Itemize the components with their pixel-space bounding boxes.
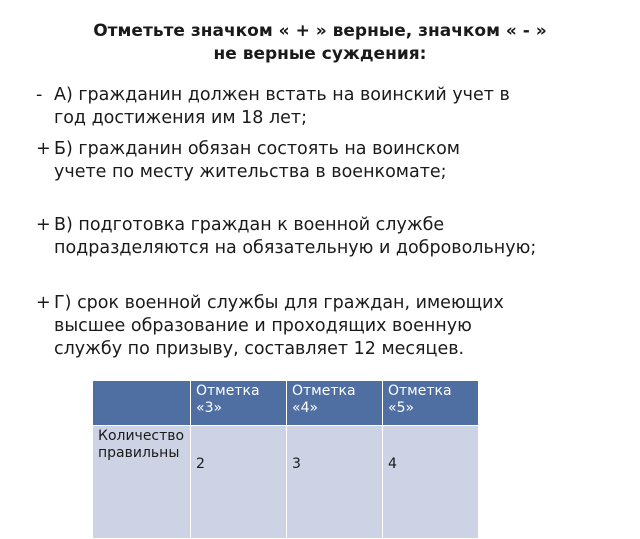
statement-b xyxy=(36,138,634,184)
table-row-label: Количество правильны xyxy=(93,426,191,539)
statement-d xyxy=(36,292,634,361)
statement-mark: + xyxy=(36,215,51,235)
statement-text: учете по месту жительства в военкомате; xyxy=(54,162,447,182)
table-cell: 3 xyxy=(287,426,383,539)
statement-text: А) гражданин должен встать на воинский учет в xyxy=(54,85,510,105)
table-cell: 4 xyxy=(383,426,479,539)
statement-text: подразделяются на обязательную и добровольную; xyxy=(54,238,537,258)
table-cell: 2 xyxy=(191,426,287,539)
statement-line xyxy=(36,214,634,237)
statement-text: Б) гражданин обязан состоять на воинском xyxy=(54,139,461,159)
statement-text: высшее образование и проходящих военную xyxy=(54,316,472,336)
statement-a xyxy=(36,84,634,130)
statement-line xyxy=(36,138,634,161)
table-row xyxy=(93,426,479,539)
statement-mark: - xyxy=(36,85,43,105)
title-line-1: Отметьте значком « + » верные, значком « - » xyxy=(93,21,547,41)
statement-text: Г) срок военной службы для граждан, имеющих xyxy=(54,293,504,313)
statement-text: год достижения им 18 лет; xyxy=(54,108,308,128)
statement-line xyxy=(36,292,634,315)
table-header-cell xyxy=(93,381,191,426)
statement-mark: + xyxy=(36,293,51,313)
table-header-row xyxy=(93,381,479,426)
statement-mark: + xyxy=(36,139,51,159)
grades-table xyxy=(92,380,479,539)
table-header-cell: Отметка «5» xyxy=(383,381,479,426)
table-header-cell: Отметка «4» xyxy=(287,381,383,426)
page-title xyxy=(20,20,620,66)
statement-text: В) подготовка граждан к военной службе xyxy=(54,215,445,235)
title-line-2: не верные суждения: xyxy=(213,44,427,64)
statement-c xyxy=(36,214,634,260)
statement-line xyxy=(36,84,634,107)
table-header-cell: Отметка «3» xyxy=(191,381,287,426)
statement-text: службу по призыву, составляет 12 месяцев. xyxy=(54,339,465,359)
